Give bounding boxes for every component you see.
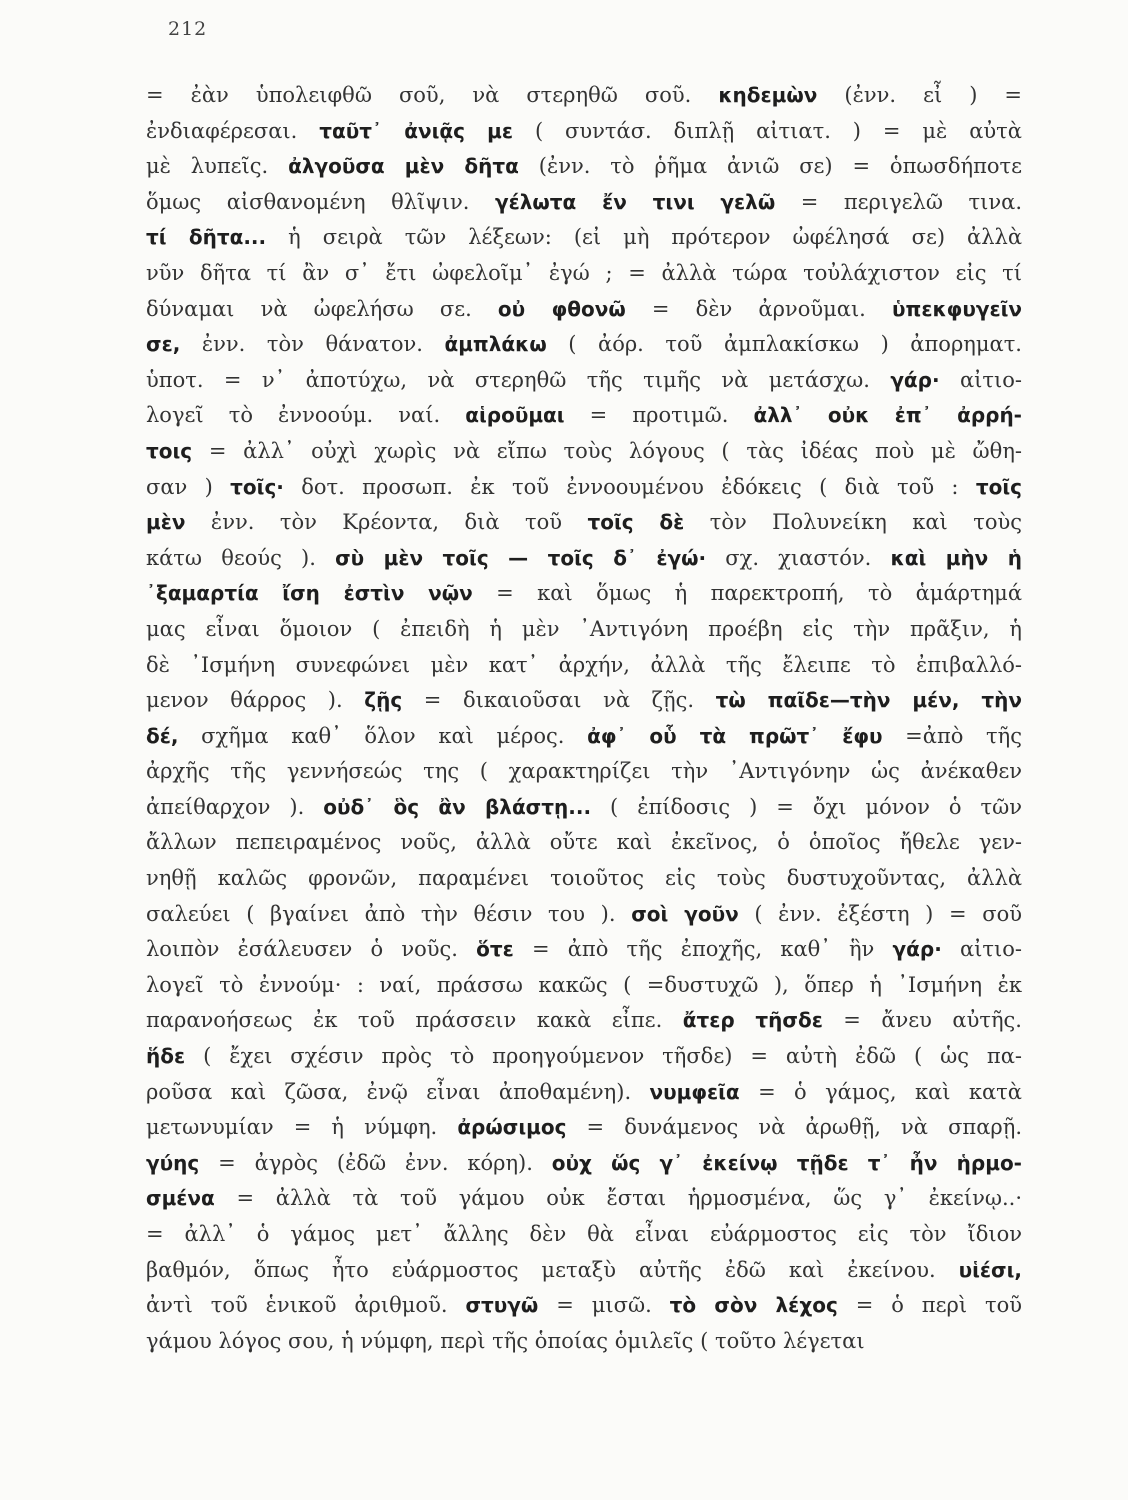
gloss-text: = καὶ ὅμως ἡ παρεκτροπή, τὸ ἁμάρτημά [472, 581, 1022, 606]
bold-lemma: νυμφεῖα [649, 1079, 740, 1104]
bold-lemma: μὲν [146, 510, 186, 535]
gloss-text: λοιπὸν ἐσάλευσεν ὁ νοῦς. [146, 937, 477, 962]
text-line [146, 897, 1022, 933]
gloss-text: ἐνν. τὸν Κρέοντα, διὰ τοῦ [185, 510, 588, 535]
gloss-text: κάτω θεούς ). [146, 545, 336, 570]
gloss-text: ὑποτ. = ν᾽ ἀποτύχω, νὰ στερηθῶ τῆς τιμῆς νὰ μετάσχω. [146, 367, 891, 392]
bold-lemma: ἀρώσιμος [457, 1115, 567, 1140]
text-line [146, 932, 1022, 968]
text-line [146, 292, 1022, 328]
bold-lemma: στυγῶ [465, 1293, 539, 1318]
bold-lemma: γάρ· [890, 367, 940, 392]
gloss-text: = προτιμῶ. [564, 403, 754, 428]
bold-lemma: υἱέσι, [958, 1257, 1022, 1282]
gloss-text: = ἀπὸ τῆς ἐποχῆς, καθ᾽ ἣν [513, 937, 893, 962]
gloss-text: αἰτιο- [941, 937, 1022, 962]
bold-lemma: ἀφ᾽ οὗ τὰ πρῶτ᾽ ἔφυ [587, 723, 883, 748]
gloss-text: = ἀγρὸς (ἐδῶ ἐνν. κόρη). [199, 1150, 552, 1175]
text-line [146, 1217, 1022, 1253]
bold-lemma: ἀλλ᾽ οὐκ ἐπ᾽ ἀρρή- [753, 403, 1022, 428]
gloss-text: δύναμαι νὰ ὠφελήσω σε. [146, 296, 498, 321]
bold-lemma: ᾽ξαμαρτία ἴση ἐστὶν νῷν [146, 581, 473, 606]
text-line [146, 327, 1022, 363]
text-line [146, 825, 1022, 861]
text-line [146, 398, 1022, 434]
gloss-text: = ὁ γάμος, καὶ κατὰ [739, 1079, 1022, 1104]
text-line [146, 790, 1022, 826]
page-number: 212 [168, 18, 208, 40]
gloss-text: μὲ λυπεῖς. [146, 154, 289, 179]
text-line [146, 220, 1022, 256]
gloss-text: ( ἀόρ. τοῦ ἀμπλακίσκω ) ἀπορηματ. [546, 332, 1022, 357]
bold-lemma: γέλωτα ἔν τινι γελῶ [494, 189, 776, 214]
bold-lemma: ἥδε [146, 1044, 186, 1069]
gloss-text: νῦν δῆτα τί ἂν σ᾽ ἔτι ὠφελοῖμ᾽ ἐγώ ; = ἀλλὰ τώρα τοὐλάχιστον εἰς τί [146, 260, 1022, 285]
gloss-text: δὲ ᾽Ισμήνη συνεφώνει μὲν κατ᾽ ἀρχήν, ἀλλὰ τῆς ἔλειπε τὸ ἐπιβαλλό- [146, 652, 1022, 677]
bold-lemma: τὼ παῖδε—τὴν μέν, τὴν [715, 688, 1022, 713]
gloss-text: παρανοήσεως ἐκ τοῦ πράσσειν κακὰ εἶπε. [146, 1008, 683, 1033]
gloss-text: ἀντὶ τοῦ ἑνικοῦ ἀριθμοῦ. [146, 1293, 466, 1318]
gloss-text: = δὲν ἀρνοῦμαι. [625, 296, 892, 321]
text-line [146, 1075, 1022, 1111]
gloss-text: ὅμως αἰσθανομένη θλῖψιν. [146, 189, 495, 214]
gloss-text: λογεῖ τὸ ἐννούμ· : ναί, πράσσω κακῶς ( =δυστυχῶ ), ὅπερ ἡ ᾽Ισμήνη ἐκ [146, 972, 1022, 997]
text-line [146, 1181, 1022, 1217]
gloss-text: = ἀλλ᾽ οὐχὶ χωρὶς νὰ εἴπω τοὺς λόγους ( τὰς ἰδέας ποὺ μὲ ὤθη- [192, 438, 1022, 463]
gloss-text: δοτ. προσωπ. ἐκ τοῦ ἐννοουμένου ἐδόκεις ( διὰ τοῦ : [283, 474, 976, 499]
bold-lemma: καὶ μὴν ἡ [890, 545, 1022, 570]
gloss-text: = ὁ περὶ τοῦ [837, 1293, 1022, 1318]
gloss-text: ἀρχῆς τῆς γεννήσεώς της ( χαρακτηρίζει τὴν ᾽Αντιγόνην ὡς ἀνέκαθεν [146, 759, 1022, 784]
text-line [146, 78, 1022, 114]
gloss-text: ροῦσα καὶ ζῶσα, ἐνῷ εἶναι ἀποθαμένη). [146, 1079, 650, 1104]
text-line [146, 470, 1022, 506]
gloss-text: (ἐνν. εἶ ) = [817, 83, 1022, 107]
gloss-text: = περιγελῶ τινα. [775, 189, 1022, 214]
text-line [146, 363, 1022, 399]
gloss-text: σαλεύει ( βγαίνει ἀπὸ τὴν θέσιν του ). [146, 901, 632, 926]
text-line [146, 1110, 1022, 1146]
gloss-text: ( ἔχει σχέσιν πρὸς τὸ προηγούμενον τῆσδε) = αὐτὴ ἐδῶ ( ὡς πα- [185, 1044, 1022, 1069]
gloss-text: ἡ σειρὰ τῶν λέξεων: (εἰ μὴ πρότερον ὠφέλησά σε) ἀλλὰ [266, 225, 1022, 250]
text-line [146, 968, 1022, 1004]
gloss-text: σαν ) [146, 474, 231, 499]
text-line [146, 612, 1022, 648]
gloss-text: = ἀλλ᾽ ὁ γάμος μετ᾽ ἄλλης δὲν θὰ εἶναι εὐάρμοστος εἰς τὸν ἴδιον [146, 1222, 1022, 1246]
gloss-text: = ἐὰν ὑπολειφθῶ σοῦ, νὰ στερηθῶ σοῦ. [146, 83, 719, 107]
text-line [146, 149, 1022, 185]
gloss-text: γάμου λόγος σου, ἡ νύμφη, περὶ τῆς ὁποίας ὁμιλεῖς ( τοῦτο λέγεται [146, 1328, 865, 1353]
gloss-text: μας εἶναι ὅμοιον ( ἐπειδὴ ἡ μὲν ᾽Αντιγόνη προέβη εἰς τὴν πρᾶξιν, ἡ [146, 616, 1022, 641]
text-line [146, 185, 1022, 221]
bold-lemma: οὐδ᾽ ὃς ἂν βλάστῃ... [323, 794, 592, 819]
text-line [146, 1146, 1022, 1182]
text-line [146, 1253, 1022, 1289]
text-line [146, 648, 1022, 684]
gloss-text: = ἀλλὰ τὰ τοῦ γάμου οὐκ ἔσται ἡρμοσμένα, ὥς γ᾽ ἐκείνῳ..· [214, 1186, 1022, 1211]
gloss-text: ἐνδιαφέρεσαι. [146, 118, 320, 143]
text-line [146, 754, 1022, 790]
bold-lemma: τί δῆτα... [146, 225, 267, 250]
bold-lemma: γύης [146, 1150, 200, 1175]
gloss-text: ( ἐπίδοσις ) = ὄχι μόνον ὁ τῶν [591, 794, 1022, 819]
text-line [146, 1003, 1022, 1039]
bold-lemma: ἄτερ τῆσδε [682, 1008, 823, 1033]
bold-lemma: δέ, [146, 723, 179, 748]
text-line [146, 434, 1022, 470]
gloss-text: = δυνάμενος νὰ ἀρωθῇ, νὰ σπαρῇ. [566, 1115, 1022, 1140]
bold-lemma: αἱροῦμαι [465, 403, 565, 428]
text-line [146, 114, 1022, 150]
text-line [146, 861, 1022, 897]
bold-lemma: ἀμπλάκω [444, 332, 547, 357]
bold-lemma: ταῦτ᾽ ἀνιᾷς με [319, 118, 514, 143]
gloss-text: τὸν Πολυνείκη καὶ τοὺς [684, 510, 1022, 535]
gloss-text: νηθῇ καλῶς φρονῶν, παραμένει τοιοῦτος εἰς τοὺς δυστυχοῦντας, ἀλλὰ [146, 866, 1022, 891]
gloss-text: λογεῖ τὸ ἐννοούμ. ναί. [146, 403, 466, 428]
text-line [146, 1039, 1022, 1075]
gloss-text: μενον θάρρος ). [146, 688, 365, 713]
gloss-text: = μισῶ. [538, 1293, 670, 1318]
bold-lemma: ὅτε [476, 937, 514, 962]
bold-lemma: τὸ σὸν λέχος [669, 1293, 838, 1318]
gloss-text: (ἐνν. τὸ ῥῆμα ἀνιῶ σε) = ὁπωσδήποτε [518, 154, 1022, 179]
bold-lemma: σμένα [146, 1186, 215, 1211]
bold-lemma: τοῖς [975, 474, 1022, 499]
gloss-text: αἰτιο- [939, 367, 1022, 392]
gloss-text: ( συντάσ. διπλῇ αἰτιατ. ) = μὲ αὐτὰ [513, 118, 1022, 143]
bold-lemma: ὑπεκφυγεῖν [892, 296, 1022, 321]
bold-lemma: ζῇς [364, 688, 403, 713]
gloss-text: ἄλλων πεπειραμένος νοῦς, ἀλλὰ οὔτε καὶ ἐκεῖνος, ὁ ὁποῖος ἤθελε γεν- [146, 830, 1022, 855]
gloss-text: σχ. χιαστόν. [706, 545, 891, 570]
gloss-text: βαθμόν, ὅπως ἦτο εὐάρμοστος μεταξὺ αὐτῆς ἐδῶ καὶ ἐκείνου. [146, 1257, 959, 1282]
gloss-text: μετωνυμίαν = ἡ νύμφη. [146, 1115, 458, 1140]
gloss-text: ( ἐνν. ἐξέστη ) = σοῦ [738, 901, 1022, 926]
bold-lemma: κηδεμὼν [718, 83, 818, 107]
bold-lemma: ἀλγοῦσα μὲν δῆτα [288, 154, 519, 179]
bold-lemma: οὐχ ὥς γ᾽ ἐκείνῳ τῇδε τ᾽ ἦν ἡρμο- [551, 1150, 1022, 1175]
bold-lemma: σὺ μὲν τοῖς — τοῖς δ᾽ ἐγώ· [335, 545, 707, 570]
bold-lemma: σοὶ γοῦν [631, 901, 739, 926]
gloss-text: =ἀπὸ τῆς [882, 723, 1022, 748]
bold-lemma: οὐ φθονῶ [497, 296, 626, 321]
gloss-text: ἐνν. τὸν θάνατον. [180, 332, 445, 357]
text-line [146, 1288, 1022, 1324]
gloss-text: σχῆμα καθ᾽ ὅλον καὶ μέρος. [178, 723, 588, 748]
gloss-text: = δικαιοῦσαι νὰ ζῇς. [402, 688, 716, 713]
bold-lemma: τοις [146, 438, 193, 463]
bold-lemma: σε, [146, 332, 181, 357]
bold-lemma: γάρ· [892, 937, 942, 962]
text-line [146, 719, 1022, 755]
bold-lemma: τοῖς δὲ [587, 510, 685, 535]
commentary-text-block [146, 78, 1022, 1359]
text-line [146, 576, 1022, 612]
gloss-text: ἀπείθαρχον ). [146, 794, 324, 819]
text-line [146, 683, 1022, 719]
text-line [146, 1324, 1022, 1360]
text-line [146, 505, 1022, 541]
text-line [146, 541, 1022, 577]
bold-lemma: τοῖς· [230, 474, 284, 499]
text-line [146, 256, 1022, 292]
gloss-text: = ἄνευ αὐτῆς. [822, 1008, 1022, 1033]
